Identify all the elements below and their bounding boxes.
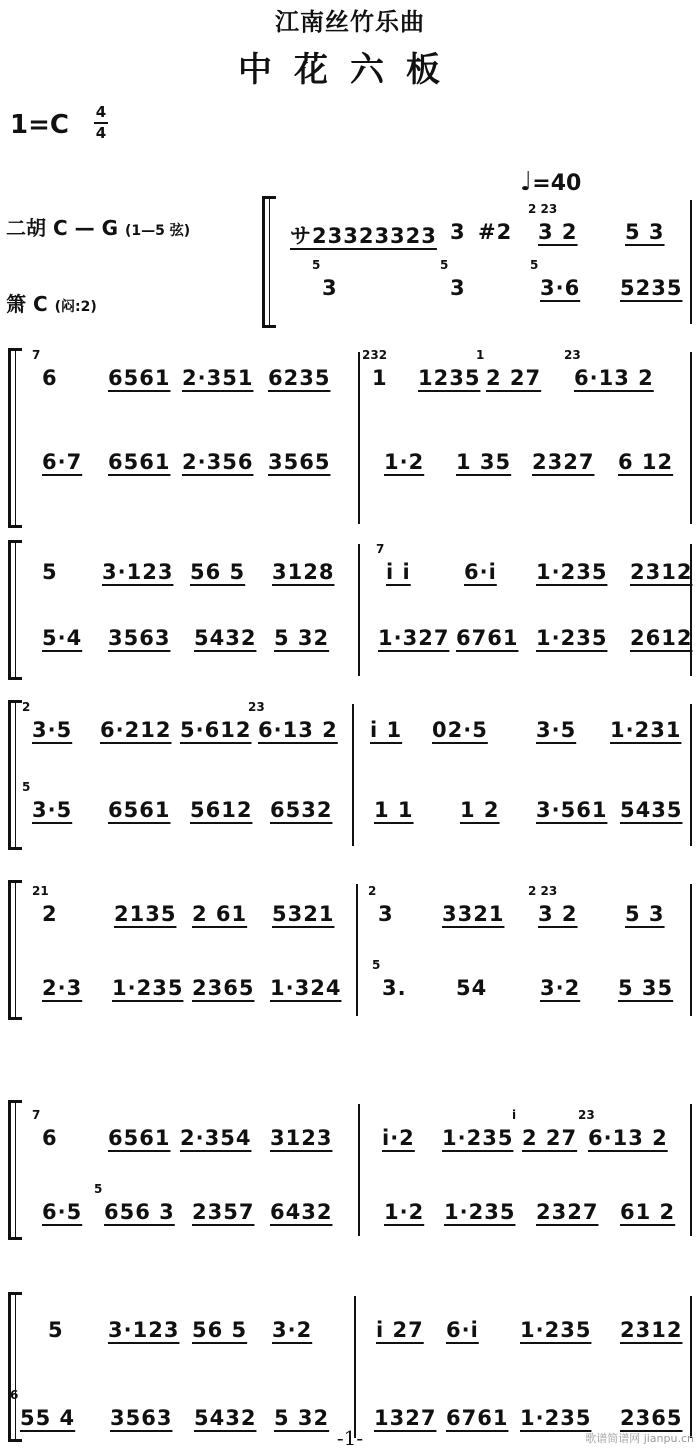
note-group: 5612 (190, 798, 253, 822)
note-group: i i (386, 560, 411, 584)
grace-note: 7 (376, 542, 385, 556)
note-group: 6·13 2 (574, 366, 654, 390)
note-group: 3·123 (102, 560, 174, 584)
note-group: 1·235 (442, 1126, 514, 1150)
note-group: 3 2 (538, 220, 578, 244)
note-group: 1·324 (270, 976, 342, 1000)
note-group: 1·235 (112, 976, 184, 1000)
note-group: 2612 (630, 626, 693, 650)
note-group: 1·235 (444, 1200, 516, 1224)
note-group: 6561 (108, 798, 171, 822)
grace-note: i (512, 1108, 517, 1122)
note-group: 2 (42, 902, 58, 926)
note-group: 6761 (446, 1406, 509, 1430)
note-group: 2 27 (522, 1126, 578, 1150)
note-group: 5 32 (274, 626, 330, 650)
note-group: i·2 (382, 1126, 415, 1150)
note-group: 6 (42, 1126, 58, 1150)
bracket-inner-line (15, 700, 16, 850)
grace-note: 232 (362, 348, 388, 362)
note-group: 3128 (272, 560, 335, 584)
note-group: 5321 (272, 902, 335, 926)
note-group: 3·6 (540, 276, 581, 300)
note-group: 3 2 (538, 902, 578, 926)
instrument-xiao-detail: (闷:2) (54, 299, 97, 315)
end-bar-line (690, 200, 692, 324)
system-bracket (262, 196, 265, 328)
bar-line (356, 884, 358, 1016)
note-group: 2·351 (182, 366, 254, 390)
note-group: 5432 (194, 626, 257, 650)
end-bar-line (690, 704, 692, 846)
grace-note: 23 (248, 700, 265, 714)
note-group: 2327 (536, 1200, 599, 1224)
note-group: #2 (478, 220, 513, 244)
note-group: 1·327 (378, 626, 450, 650)
note-group: 3 (450, 220, 466, 244)
grace-note: 2 (22, 700, 31, 714)
bracket-inner-line (15, 348, 16, 528)
note-group: 5 (48, 1318, 64, 1342)
note-group: 1327 (374, 1406, 437, 1430)
note-group: 2·354 (180, 1126, 252, 1150)
end-bar-line (690, 1296, 692, 1438)
note-group: 2312 (620, 1318, 683, 1342)
bar-line (358, 1104, 360, 1236)
note-group: 3·2 (272, 1318, 313, 1342)
note-group: 2·356 (182, 450, 254, 474)
time-signature (94, 104, 108, 142)
note-group: 55 4 (20, 1406, 76, 1430)
note-group: 6561 (108, 1126, 171, 1150)
note-group: 6761 (456, 626, 519, 650)
note-group: 1 1 (374, 798, 414, 822)
note-group: 5 (42, 560, 58, 584)
grace-note: 7 (32, 348, 41, 362)
note-group: 2365 (192, 976, 255, 1000)
grace-note: 2 23 (528, 884, 558, 898)
note-group: 1·2 (384, 1200, 425, 1224)
meter-bottom: 4 (95, 124, 107, 142)
bar-line (352, 704, 354, 846)
note-group: 1235 (418, 366, 481, 390)
system-bracket (8, 1292, 11, 1442)
instrument-xiao (6, 288, 97, 317)
note-group: 2312 (630, 560, 693, 584)
note-group: 6235 (268, 366, 331, 390)
note-group: 3 (322, 276, 338, 300)
note-group: 1 2 (460, 798, 500, 822)
note-group: 1·235 (520, 1406, 592, 1430)
grace-note: 5 (372, 958, 381, 972)
grace-note: 23 (564, 348, 581, 362)
note-group: 6·13 2 (588, 1126, 668, 1150)
note-group: 5 32 (274, 1406, 330, 1430)
system-bracket (8, 880, 11, 1020)
note-group: 6432 (270, 1200, 333, 1224)
grace-note: 6 (10, 1388, 19, 1402)
note-group: 3·2 (540, 976, 581, 1000)
note-group: 1·235 (536, 626, 608, 650)
note-group: 54 (456, 976, 488, 1000)
note-group: 3. (382, 976, 407, 1000)
note-group: 5 35 (618, 976, 674, 1000)
note-group: 3123 (270, 1126, 333, 1150)
note-group: 2·3 (42, 976, 83, 1000)
note-group: 6·i (464, 560, 497, 584)
note-group: 5 3 (625, 902, 665, 926)
page-number: -1- (336, 1426, 364, 1450)
note-group: 2 61 (192, 902, 248, 926)
note-group: 1·231 (610, 718, 682, 742)
end-bar-line (690, 884, 692, 1016)
bracket-inner-line (15, 540, 16, 680)
note-group: i 1 (370, 718, 403, 742)
grace-note: 2 23 (528, 202, 558, 216)
note-group: 6·5 (42, 1200, 83, 1224)
note-group: 6·7 (42, 450, 83, 474)
note-group: 6 12 (618, 450, 674, 474)
note-group: 2135 (114, 902, 177, 926)
bar-line (358, 352, 360, 524)
note-group: 656 3 (104, 1200, 175, 1224)
note-group: 3·5 (536, 718, 577, 742)
note-group: 3 (450, 276, 466, 300)
note-group: 2327 (532, 450, 595, 474)
grace-note: 7 (32, 1108, 41, 1122)
note-group: 2365 (620, 1406, 683, 1430)
note-group: 6 (42, 366, 58, 390)
tempo-value: =40 (532, 171, 582, 196)
grace-note: 5 (440, 258, 449, 272)
note-group: 3·561 (536, 798, 608, 822)
note-group: 56 5 (190, 560, 246, 584)
instrument-erhu-name: 二胡 C — G (6, 216, 118, 240)
note-group: 6561 (108, 450, 171, 474)
note-group: 5235 (620, 276, 683, 300)
note-group: 3563 (108, 626, 171, 650)
grace-note: 21 (32, 884, 49, 898)
note-group: 1 (372, 366, 388, 390)
quarter-note-icon: ♩ (520, 167, 533, 197)
system-bracket (8, 700, 11, 850)
note-group: 3·123 (108, 1318, 180, 1342)
note-group: 2 27 (486, 366, 542, 390)
instrument-erhu (6, 212, 190, 241)
page-title: 中花六板 (238, 50, 462, 90)
note-group: 1·235 (536, 560, 608, 584)
note-group: 3·5 (32, 798, 73, 822)
instrument-xiao-name: 箫 C (6, 292, 48, 316)
note-group: 5·612 (180, 718, 252, 742)
note-group: 56 5 (192, 1318, 248, 1342)
bracket-inner-line (269, 196, 270, 328)
note-group: 5432 (194, 1406, 257, 1430)
note-group: 6·13 2 (258, 718, 338, 742)
bar-line (358, 544, 360, 676)
meter-top: 4 (95, 103, 107, 121)
note-group: 5·4 (42, 626, 83, 650)
watermark: 歌谱简谱网 jianpu.cn (585, 1432, 694, 1445)
bar-line (354, 1296, 356, 1438)
grace-note: 5 (312, 258, 321, 272)
note-group: 6561 (108, 366, 171, 390)
note-group: 6532 (270, 798, 333, 822)
note-group: 3563 (110, 1406, 173, 1430)
note-group: サ23323323 (290, 224, 437, 248)
note-group: 6·i (446, 1318, 479, 1342)
system-bracket (8, 348, 11, 528)
note-group: i 27 (376, 1318, 424, 1342)
note-group: 61 2 (620, 1200, 676, 1224)
key-signature: 1=C (10, 110, 69, 140)
note-group: 3 (378, 902, 394, 926)
note-group: 1·2 (384, 450, 425, 474)
grace-note: 5 (530, 258, 539, 272)
note-group: 2357 (192, 1200, 255, 1224)
note-group: 3321 (442, 902, 505, 926)
note-group: 3·5 (32, 718, 73, 742)
note-group: 6·212 (100, 718, 172, 742)
note-group: 02·5 (432, 718, 488, 742)
tempo-marking (520, 167, 581, 197)
system-bracket (8, 1100, 11, 1240)
grace-note: 23 (578, 1108, 595, 1122)
subtitle: 江南丝竹乐曲 (275, 7, 425, 36)
instrument-erhu-detail: (1—5 弦) (124, 223, 191, 239)
grace-note: 2 (368, 884, 377, 898)
bracket-inner-line (15, 1100, 16, 1240)
system-bracket (8, 540, 11, 680)
note-group: 5 3 (625, 220, 665, 244)
note-group: 3565 (268, 450, 331, 474)
grace-note: 5 (22, 780, 31, 794)
end-bar-line (690, 352, 692, 524)
bracket-inner-line (15, 880, 16, 1020)
grace-note: 1 (476, 348, 485, 362)
grace-note: 5 (94, 1182, 103, 1196)
note-group: 1 35 (456, 450, 512, 474)
end-bar-line (690, 1104, 692, 1236)
note-group: 1·235 (520, 1318, 592, 1342)
note-group: 5435 (620, 798, 683, 822)
bracket-inner-line (15, 1292, 16, 1442)
